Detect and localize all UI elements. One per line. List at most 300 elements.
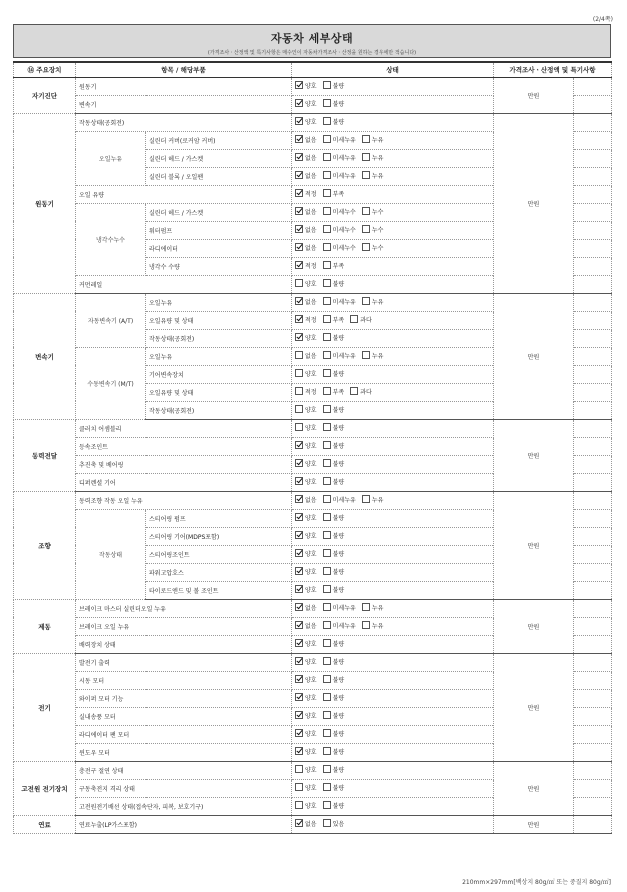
checkbox[interactable] [295, 711, 303, 719]
checkbox[interactable] [362, 225, 370, 233]
checkbox[interactable] [323, 189, 331, 197]
item-label: 오일누유 [146, 347, 292, 365]
status-option[interactable] [323, 711, 345, 720]
checkbox[interactable] [323, 495, 331, 503]
status-option[interactable] [362, 495, 384, 504]
option-label: 없음 [305, 154, 317, 162]
checkbox[interactable] [295, 189, 303, 197]
option-label: 양호 [305, 514, 317, 522]
checkbox[interactable] [323, 405, 331, 413]
checkbox[interactable] [295, 333, 303, 341]
checkbox[interactable] [323, 567, 331, 575]
status-option[interactable] [323, 351, 356, 360]
status-option[interactable] [295, 531, 317, 540]
checkbox[interactable] [295, 459, 303, 467]
note-cell[interactable] [574, 437, 612, 455]
price-cell[interactable] [494, 599, 574, 653]
option-label: 양호 [305, 784, 317, 792]
price-cell[interactable] [494, 761, 574, 815]
status-option[interactable] [295, 117, 317, 126]
status-option[interactable] [323, 747, 345, 756]
option-label: 누수 [371, 226, 384, 234]
checkbox[interactable] [323, 801, 331, 809]
status-cell [292, 779, 494, 797]
item-label: 작동상태(공회전) [76, 113, 292, 131]
note-cell[interactable] [574, 95, 612, 113]
status-option[interactable] [323, 117, 345, 126]
checkbox[interactable] [323, 621, 331, 629]
price-unit: 만원 [527, 623, 540, 631]
checkbox[interactable] [295, 387, 303, 395]
status-option[interactable] [323, 135, 356, 144]
status-option[interactable] [295, 693, 317, 702]
checkbox[interactable] [323, 333, 331, 341]
note-cell[interactable] [574, 509, 612, 527]
item-label: 실린더 커버(로커암 커버) [146, 131, 292, 149]
note-cell[interactable] [574, 365, 612, 383]
status-option[interactable] [323, 441, 345, 450]
status-option[interactable] [323, 657, 345, 666]
note-cell[interactable] [574, 221, 612, 239]
option-label: 미세누유 [332, 154, 356, 162]
checkbox[interactable] [323, 243, 331, 251]
checkbox[interactable] [362, 171, 370, 179]
status-option[interactable] [295, 387, 317, 396]
checkbox[interactable] [362, 495, 370, 503]
price-unit: 만원 [527, 704, 540, 712]
checkbox[interactable] [323, 135, 331, 143]
note-cell[interactable] [574, 527, 612, 545]
checkbox[interactable] [295, 297, 303, 305]
status-option[interactable] [295, 225, 317, 234]
checkbox[interactable] [323, 603, 331, 611]
title-box [13, 24, 611, 58]
status-option[interactable] [295, 711, 317, 720]
status-option[interactable] [323, 729, 345, 738]
status-option[interactable] [362, 243, 384, 252]
price-cell[interactable] [494, 491, 574, 599]
status-option[interactable] [362, 153, 384, 162]
option-label: 불량 [332, 766, 345, 774]
note-cell[interactable] [574, 581, 612, 599]
status-option[interactable] [323, 459, 345, 468]
option-label: 적정 [305, 316, 317, 324]
checkbox[interactable] [323, 585, 331, 593]
status-option[interactable] [362, 171, 384, 180]
status-option[interactable] [323, 639, 345, 648]
option-label: 미세누수 [332, 244, 356, 252]
status-option[interactable] [295, 189, 317, 198]
status-option[interactable] [323, 549, 345, 558]
status-option[interactable] [362, 603, 384, 612]
checkbox[interactable] [295, 639, 303, 647]
status-option[interactable] [362, 225, 384, 234]
status-option[interactable] [295, 585, 317, 594]
note-cell[interactable] [574, 635, 612, 653]
price-unit: 만원 [527, 785, 540, 793]
status-option[interactable] [323, 153, 356, 162]
note-cell[interactable] [574, 491, 612, 509]
checkbox[interactable] [323, 369, 331, 377]
note-cell[interactable] [574, 545, 612, 563]
status-cell [292, 95, 494, 113]
status-option[interactable] [323, 495, 356, 504]
status-option[interactable] [295, 441, 317, 450]
status-option[interactable] [295, 513, 317, 522]
checkbox[interactable] [323, 81, 331, 89]
item-label: 실린더 헤드 / 가스켓 [146, 149, 292, 167]
status-option[interactable] [323, 765, 345, 774]
checkbox[interactable] [295, 153, 303, 161]
note-cell[interactable] [574, 275, 612, 293]
status-option[interactable] [323, 531, 345, 540]
checkbox[interactable] [295, 549, 303, 557]
status-option[interactable] [350, 387, 372, 396]
checkbox[interactable] [350, 387, 358, 395]
price-cell[interactable] [494, 653, 574, 761]
checkbox[interactable] [323, 675, 331, 683]
header-row [14, 62, 612, 77]
note-cell[interactable] [574, 131, 612, 149]
checkbox[interactable] [323, 153, 331, 161]
note-cell[interactable] [574, 293, 612, 311]
checkbox[interactable] [295, 783, 303, 791]
checkbox[interactable] [323, 693, 331, 701]
checkbox[interactable] [323, 441, 331, 449]
status-option[interactable] [323, 279, 345, 288]
checkbox[interactable] [323, 549, 331, 557]
checkbox[interactable] [362, 603, 370, 611]
note-cell[interactable] [574, 797, 612, 815]
status-option[interactable] [323, 603, 356, 612]
status-option[interactable] [362, 351, 384, 360]
price-cell[interactable] [494, 293, 574, 419]
checkbox[interactable] [295, 135, 303, 143]
status-option[interactable] [323, 243, 356, 252]
option-label: 양호 [305, 712, 317, 720]
checkbox[interactable] [295, 261, 303, 269]
status-option[interactable] [323, 621, 356, 630]
status-option[interactable] [295, 369, 317, 378]
status-cell [292, 545, 494, 563]
status-option[interactable] [295, 459, 317, 468]
option-label: 양호 [305, 568, 317, 576]
status-option[interactable] [323, 81, 345, 90]
status-option[interactable] [323, 783, 345, 792]
status-option[interactable] [295, 801, 317, 810]
checkbox[interactable] [295, 243, 303, 251]
checkbox[interactable] [323, 315, 331, 323]
note-cell[interactable] [574, 617, 612, 635]
checkbox[interactable] [295, 819, 303, 827]
status-option[interactable] [295, 495, 317, 504]
status-cell [292, 257, 494, 275]
item-label: 브레이크 마스터 실린더오일 누유 [76, 599, 292, 617]
checkbox[interactable] [295, 207, 303, 215]
checkbox[interactable] [295, 369, 303, 377]
note-cell[interactable] [574, 149, 612, 167]
checkbox[interactable] [323, 711, 331, 719]
note-cell[interactable] [574, 239, 612, 257]
status-option[interactable] [323, 423, 345, 432]
price-cell[interactable] [494, 815, 574, 833]
status-option[interactable] [295, 261, 317, 270]
status-option[interactable] [295, 549, 317, 558]
status-cell [292, 617, 494, 635]
status-option[interactable] [323, 405, 345, 414]
option-label: 누유 [371, 622, 384, 630]
status-option[interactable] [295, 171, 317, 180]
note-cell[interactable] [574, 743, 612, 761]
checkbox[interactable] [362, 621, 370, 629]
option-label: 없음 [305, 226, 317, 234]
status-option[interactable] [295, 135, 317, 144]
checkbox[interactable] [323, 459, 331, 467]
checkbox[interactable] [295, 585, 303, 593]
checkbox[interactable] [323, 99, 331, 107]
section-label: 원동기 [14, 113, 76, 293]
note-cell[interactable] [574, 599, 612, 617]
checkbox[interactable] [295, 621, 303, 629]
status-option[interactable] [295, 783, 317, 792]
option-label: 불량 [332, 784, 345, 792]
checkbox[interactable] [323, 513, 331, 521]
price-cell[interactable] [494, 77, 574, 113]
checkbox[interactable] [295, 279, 303, 287]
status-option[interactable] [362, 621, 384, 630]
price-cell[interactable] [494, 113, 574, 293]
option-label: 양호 [305, 640, 317, 648]
checkbox[interactable] [323, 765, 331, 773]
checkbox[interactable] [323, 387, 331, 395]
price-unit: 만원 [527, 821, 540, 829]
status-option[interactable] [323, 207, 356, 216]
status-option[interactable] [295, 729, 317, 738]
checkbox[interactable] [295, 729, 303, 737]
status-option[interactable] [295, 297, 317, 306]
checkbox[interactable] [362, 153, 370, 161]
checkbox[interactable] [295, 693, 303, 701]
status-cell [292, 563, 494, 581]
checkbox[interactable] [295, 441, 303, 449]
status-option[interactable] [295, 621, 317, 630]
status-option[interactable] [362, 207, 384, 216]
price-unit: 만원 [527, 353, 540, 361]
status-option[interactable] [295, 657, 317, 666]
checkbox[interactable] [323, 207, 331, 215]
status-option[interactable] [295, 153, 317, 162]
status-option[interactable] [295, 81, 317, 90]
checkbox[interactable] [323, 279, 331, 287]
checkbox[interactable] [295, 315, 303, 323]
checkbox[interactable] [295, 675, 303, 683]
checkbox[interactable] [295, 477, 303, 485]
status-option[interactable] [295, 747, 317, 756]
checkbox[interactable] [295, 567, 303, 575]
checkbox[interactable] [295, 657, 303, 665]
checkbox[interactable] [362, 297, 370, 305]
option-label: 누유 [371, 604, 384, 612]
checkbox[interactable] [362, 135, 370, 143]
status-option[interactable] [323, 225, 356, 234]
status-option[interactable] [295, 243, 317, 252]
checkbox[interactable] [362, 207, 370, 215]
item-label: 디퍼렌셜 기어 [76, 473, 292, 491]
item-label: 등속조인트 [76, 437, 292, 455]
status-option[interactable] [295, 99, 317, 108]
checkbox[interactable] [295, 765, 303, 773]
checkbox[interactable] [362, 243, 370, 251]
status-option[interactable] [295, 423, 317, 432]
status-option[interactable] [323, 693, 345, 702]
status-option[interactable] [323, 675, 345, 684]
note-cell[interactable] [574, 401, 612, 419]
note-cell[interactable] [574, 779, 612, 797]
item-label: 와이퍼 모터 기능 [76, 689, 292, 707]
status-option[interactable] [323, 477, 345, 486]
option-label: 양호 [305, 406, 317, 414]
checkbox[interactable] [323, 747, 331, 755]
note-cell[interactable] [574, 113, 612, 131]
note-cell[interactable] [574, 185, 612, 203]
checkbox[interactable] [295, 747, 303, 755]
status-option[interactable] [323, 387, 345, 396]
note-cell[interactable] [574, 257, 612, 275]
note-cell[interactable] [574, 419, 612, 437]
option-label: 미세누유 [332, 352, 356, 360]
status-option[interactable] [323, 297, 356, 306]
checkbox[interactable] [323, 657, 331, 665]
checkbox[interactable] [323, 729, 331, 737]
status-option[interactable] [295, 639, 317, 648]
checkbox[interactable] [350, 315, 358, 323]
checkbox[interactable] [295, 423, 303, 431]
option-label: 불량 [332, 478, 345, 486]
checkbox[interactable] [295, 513, 303, 521]
note-cell[interactable] [574, 329, 612, 347]
status-cell [292, 527, 494, 545]
checkbox[interactable] [323, 423, 331, 431]
note-cell[interactable] [574, 653, 612, 671]
status-option[interactable] [362, 297, 384, 306]
checkbox[interactable] [295, 171, 303, 179]
checkbox[interactable] [295, 801, 303, 809]
table-row [14, 599, 612, 617]
status-option[interactable] [295, 279, 317, 288]
status-option[interactable] [323, 513, 345, 522]
checkbox[interactable] [295, 531, 303, 539]
status-cell [292, 365, 494, 383]
status-option[interactable] [323, 585, 345, 594]
status-option[interactable] [295, 675, 317, 684]
status-option[interactable] [323, 189, 345, 198]
status-option[interactable] [295, 207, 317, 216]
checkbox[interactable] [295, 225, 303, 233]
note-cell[interactable] [574, 167, 612, 185]
status-option[interactable] [350, 315, 372, 324]
note-cell[interactable] [574, 563, 612, 581]
note-cell[interactable] [574, 311, 612, 329]
status-option[interactable] [323, 333, 345, 342]
price-cell[interactable] [494, 419, 574, 491]
status-option[interactable] [295, 819, 317, 828]
status-option[interactable] [295, 765, 317, 774]
item-label: 시동 모터 [76, 671, 292, 689]
status-option[interactable] [323, 567, 345, 576]
status-cell [292, 329, 494, 347]
note-cell[interactable] [574, 815, 612, 833]
note-cell[interactable] [574, 671, 612, 689]
status-option[interactable] [295, 351, 317, 360]
checkbox[interactable] [323, 297, 331, 305]
status-option[interactable] [295, 315, 317, 324]
checkbox[interactable] [323, 351, 331, 359]
status-option[interactable] [295, 333, 317, 342]
checkbox[interactable] [323, 639, 331, 647]
checkbox[interactable] [323, 117, 331, 125]
checkbox[interactable] [323, 171, 331, 179]
status-option[interactable] [362, 135, 384, 144]
option-label: 불량 [332, 82, 345, 90]
note-cell[interactable] [574, 725, 612, 743]
note-cell[interactable] [574, 707, 612, 725]
note-cell[interactable] [574, 383, 612, 401]
status-option[interactable] [323, 315, 345, 324]
option-label: 양호 [305, 424, 317, 432]
checkbox[interactable] [323, 225, 331, 233]
item-label: 고전원전기배선 상태(접속단자, 피복, 보호기구) [76, 797, 292, 815]
checkbox[interactable] [362, 351, 370, 359]
checkbox[interactable] [295, 603, 303, 611]
checkbox[interactable] [295, 117, 303, 125]
checkbox[interactable] [323, 783, 331, 791]
checkbox[interactable] [295, 405, 303, 413]
status-cell [292, 509, 494, 527]
status-option[interactable] [323, 369, 345, 378]
note-cell[interactable] [574, 203, 612, 221]
checkbox[interactable] [323, 261, 331, 269]
status-option[interactable] [295, 477, 317, 486]
status-option[interactable] [323, 801, 345, 810]
status-option[interactable] [295, 405, 317, 414]
status-option[interactable] [295, 567, 317, 576]
status-option[interactable] [323, 99, 345, 108]
status-option[interactable] [295, 603, 317, 612]
note-cell[interactable] [574, 347, 612, 365]
checkbox[interactable] [323, 819, 331, 827]
checkbox[interactable] [323, 531, 331, 539]
note-cell[interactable] [574, 455, 612, 473]
note-cell[interactable] [574, 473, 612, 491]
status-cell [292, 815, 494, 833]
status-option[interactable] [323, 171, 356, 180]
checkbox[interactable] [295, 99, 303, 107]
checkbox[interactable] [295, 495, 303, 503]
checkbox[interactable] [295, 81, 303, 89]
status-option[interactable] [323, 261, 345, 270]
note-cell[interactable] [574, 689, 612, 707]
note-cell[interactable] [574, 761, 612, 779]
checkbox[interactable] [323, 477, 331, 485]
item-label: 스티어링 기어(MDPS포함) [146, 527, 292, 545]
option-label: 부족 [332, 190, 345, 198]
status-cell [292, 221, 494, 239]
status-option[interactable] [323, 819, 345, 828]
note-cell[interactable] [574, 77, 612, 95]
item-label: 냉각수 수량 [146, 257, 292, 275]
checkbox[interactable] [295, 351, 303, 359]
item-label: 브레이크 오일 누유 [76, 617, 292, 635]
